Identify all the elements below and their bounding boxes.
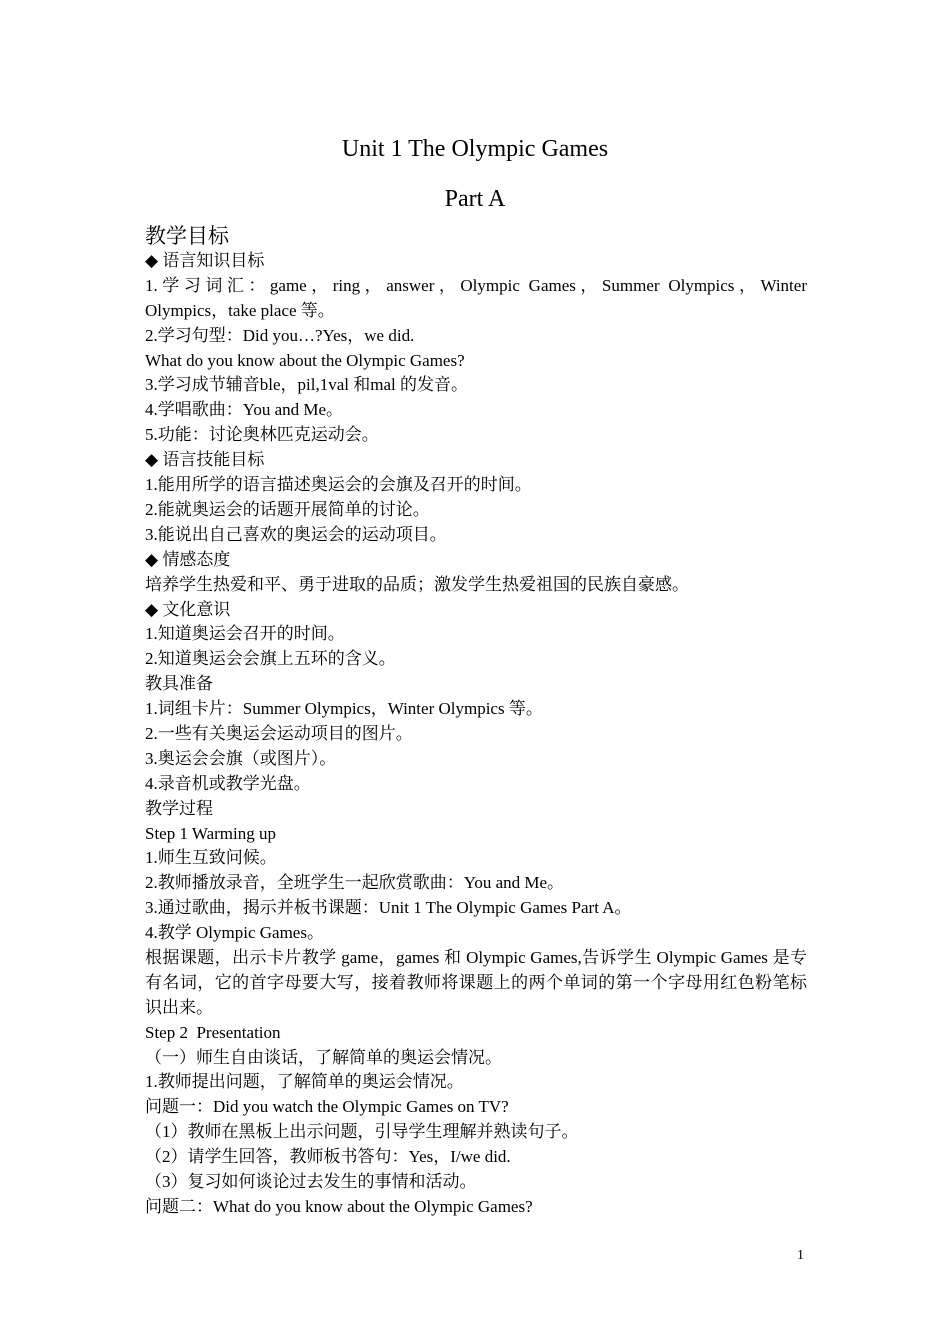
subheading-language-skills: ◆ 语言技能目标 bbox=[145, 450, 265, 470]
paragraph-pronunciation: 3.学习成节辅音ble，pil,1val 和mal 的发音。 bbox=[145, 375, 468, 395]
paragraph-step1-3: 3.通过歌曲，揭示并板书课题：Unit 1 The Olympic Games Part A。 bbox=[145, 898, 632, 918]
paragraph-q1-step1: （1）教师在黑板上出示问题，引导学生理解并熟读句子。 bbox=[145, 1122, 579, 1142]
paragraph-question-2: 问题二：What do you know about the Olympic Games? bbox=[145, 1196, 533, 1216]
paragraph-step1-detail: 根据课题，出示卡片教学 game，games 和 Olympic Games,告诉学生 Olympic Games 是专有名词，它的首字母要大写，接着教师将课题上的两个单词的第一个字母用红色粉笔标识出来。 bbox=[145, 947, 807, 1017]
paragraph-q1-step2: （2）请学生回答，教师板书答句：Yes，I/we did. bbox=[145, 1147, 511, 1167]
section-heading-process: 教学过程 bbox=[145, 798, 213, 818]
paragraph-skill-3: 3.能说出自己喜欢的奥运会的运动项目。 bbox=[145, 524, 447, 544]
section-heading-objectives: 教学目标 bbox=[145, 224, 229, 248]
step-2-heading: Step 2 Presentation bbox=[145, 1022, 281, 1042]
paragraph-culture-1: 1.知道奥运会召开的时间。 bbox=[145, 624, 345, 644]
paragraph-vocabulary: 1.学习词汇：game，ring，answer，Olympic Games，Summer Olympics，Winter Olympics，take place 等。 bbox=[145, 275, 807, 320]
paragraph-attitude: 培养学生热爱和平、勇于进取的品质；激发学生热爱祖国的民族自豪感。 bbox=[145, 574, 689, 594]
paragraph-question: What do you know about the Olympic Games? bbox=[145, 350, 465, 370]
paragraph-material-2: 2.一些有关奥运会运动项目的图片。 bbox=[145, 723, 413, 743]
page-number: 1 bbox=[797, 1248, 804, 1263]
paragraph-function: 5.功能：讨论奥林匹克运动会。 bbox=[145, 425, 379, 445]
paragraph-step2-1: 1.教师提出问题，了解简单的奥运会情况。 bbox=[145, 1072, 464, 1092]
step-1-heading: Step 1 Warming up bbox=[145, 823, 277, 843]
document-subtitle: Part A bbox=[444, 186, 506, 212]
subheading-attitude: ◆ 情感态度 bbox=[145, 549, 231, 569]
paragraph-step2-intro: （一）师生自由谈话，了解简单的奥运会情况。 bbox=[145, 1047, 502, 1067]
section-heading-materials: 教具准备 bbox=[145, 674, 213, 694]
paragraph-skill-1: 1.能用所学的语言描述奥运会的会旗及召开的时间。 bbox=[145, 475, 532, 495]
paragraph-sentence-pattern: 2.学习句型：Did you…?Yes，we did. bbox=[145, 325, 415, 345]
paragraph-culture-2: 2.知道奥运会会旗上五环的含义。 bbox=[145, 649, 396, 669]
paragraph-material-4: 4.录音机或教学光盘。 bbox=[145, 773, 311, 793]
document-title: Unit 1 The Olympic Games bbox=[341, 136, 609, 162]
paragraph-step1-4: 4.教学 Olympic Games。 bbox=[145, 923, 324, 943]
subheading-language-knowledge: ◆ 语言知识目标 bbox=[145, 251, 265, 270]
subheading-culture: ◆ 文化意识 bbox=[145, 599, 231, 619]
paragraph-question-1: 问题一：Did you watch the Olympic Games on TV? bbox=[145, 1097, 509, 1117]
paragraph-step1-2: 2.教师播放录音，全班学生一起欣赏歌曲：You and Me。 bbox=[145, 873, 565, 893]
document-body bbox=[145, 223, 807, 1220]
paragraph-q1-step3: （3）复习如何谈论过去发生的事情和活动。 bbox=[145, 1172, 477, 1192]
paragraph-song: 4.学唱歌曲：You and Me。 bbox=[145, 400, 344, 420]
paragraph-material-1: 1.词组卡片：Summer Olympics，Winter Olympics 等。 bbox=[145, 699, 543, 719]
paragraph-step1-1: 1.师生互致问候。 bbox=[145, 848, 277, 868]
paragraph-skill-2: 2.能就奥运会的话题开展简单的讨论。 bbox=[145, 499, 430, 519]
paragraph-material-3: 3.奥运会会旗（或图片）。 bbox=[145, 748, 337, 768]
